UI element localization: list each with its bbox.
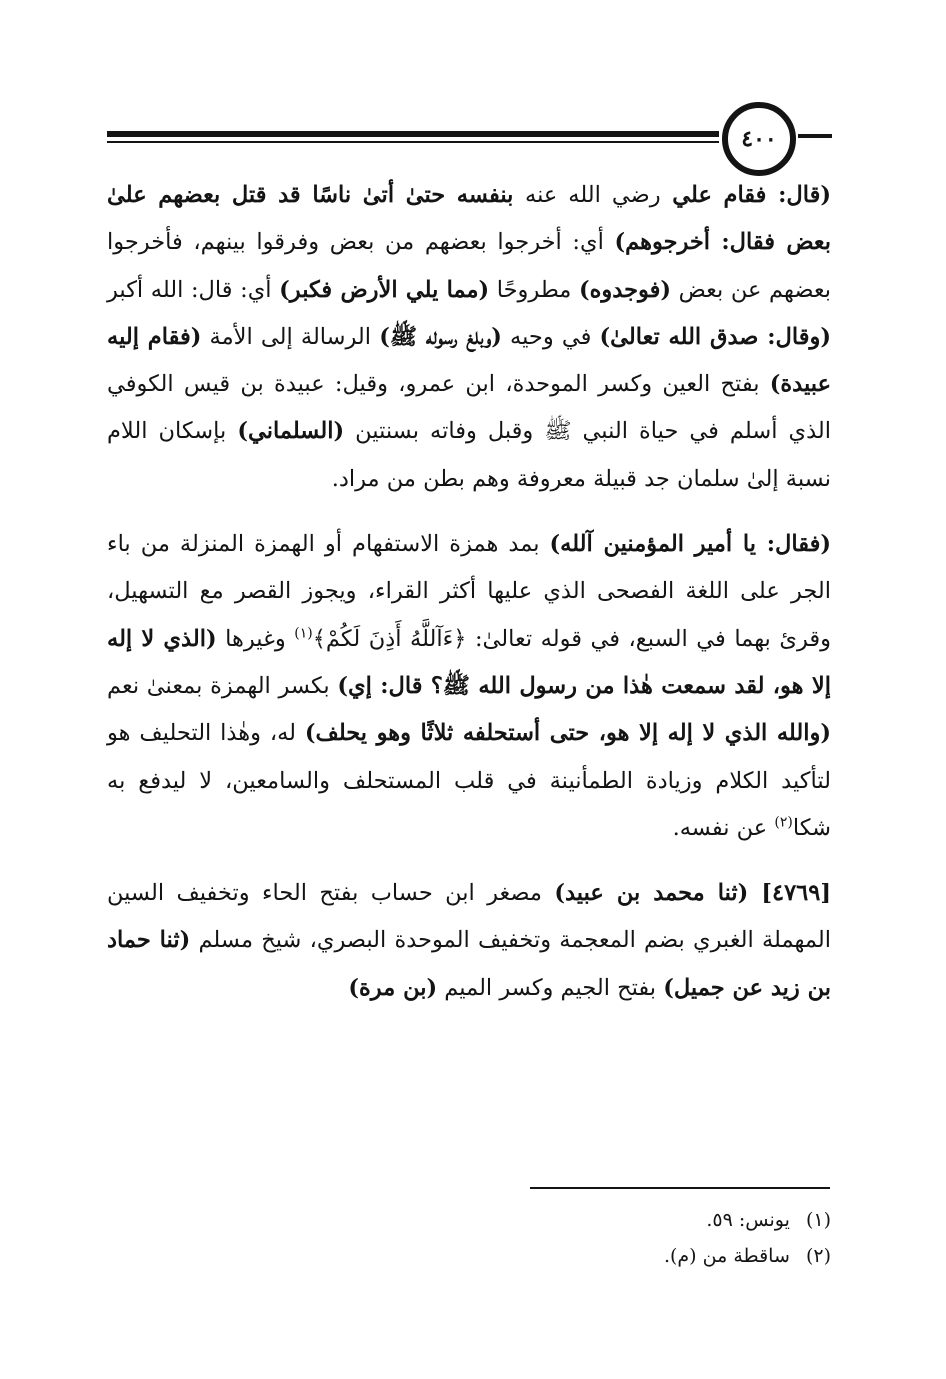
bold-text-run: (فقام إليه عبيدة) — [107, 323, 831, 398]
text-run: وغيرها — [216, 625, 295, 652]
text-run: مطروحًا — [489, 276, 579, 303]
header-rule-thick — [107, 131, 719, 137]
text-run: الرسالة إلى الأمة — [201, 323, 380, 350]
page-number: ٤٠٠ — [741, 126, 777, 152]
bold-text-run: (قال: فقام علي — [660, 182, 831, 208]
text-run: بفتح العين وكسر الموحدة، ابن عمرو، وقيل: عبيدة بن قيس الكوفي الذي أسلم في حياة النبي ﷺ وقبل وفاته بسنتين — [107, 371, 832, 445]
bold-text-run: (بن مرة) — [348, 974, 438, 1001]
text-run: بمد همزة الاستفهام أو الهمزة المنزلة من باء الجر على اللغة الفصحى الذي عليها أكثر القراء، ويجوز القصر مع التسهيل، وقرئ بهما في السبع، في قوله تعالىٰ: ﴿ءَآللَّهُ أَذِنَ لَكُمْ﴾ — [107, 531, 832, 652]
text-run: بإسكان اللام نسبة إلىٰ سلمان جد قبيلة معروفة وهم بطن من مراد. — [107, 418, 831, 492]
header-rule-thin — [107, 141, 719, 143]
footnote-ref: (١) — [294, 625, 313, 642]
text-run: عن نفسه. — [672, 814, 775, 841]
text-run: في وحيه — [501, 323, 600, 350]
footnote-divider — [530, 1187, 830, 1189]
footnote-item — [107, 1202, 831, 1238]
paragraph — [107, 870, 831, 1012]
bold-text-run: [٤٧٦٩] (ثنا محمد بن عبيد) — [554, 880, 832, 907]
bold-text-run: (فوجدوه) — [578, 276, 671, 303]
page-header — [0, 0, 946, 180]
footnote-text: يونس: ٥٩. — [706, 1209, 790, 1231]
paragraph — [107, 172, 831, 503]
text-run: مصغر ابن حساب بفتح الحاء وتخفيف السين المهملة الغبري بضم المعجمة وتخفيف الموحدة البصري، شيخ مسلم — [107, 880, 832, 954]
main-text — [107, 172, 831, 1030]
bold-text-run: (الذي لا إله إلا هو، لقد سمعت هٰذا من رسول الله ﷺ؟ قال: إي) — [107, 625, 831, 699]
text-run: له، وهٰذا التحليف هو لتأكيد الكلام وزيادة الطمأنينة في قلب المستحلف والسامعين، لا ليدفع به شكا — [107, 720, 831, 841]
footnote-ref: (٢) — [774, 814, 793, 831]
text-run: رضي الله عنه — [525, 182, 661, 208]
text-run: أي: أخرجوا بعضهم من بعض وفرقوا بينهم، فأخرجوا بعضهم عن بعض — [107, 229, 831, 303]
bold-text-run: (والله الذي لا إله إلا هو، حتى أستحلفه ثلاثًا وهو يحلف) — [304, 720, 831, 747]
text-run: أي: قال: الله أكبر — [107, 276, 280, 303]
footnote-item — [107, 1238, 831, 1274]
bold-text-run: (وبلغ رسوله ﷺ) — [379, 323, 502, 350]
footnote-text: ساقطة من (م). — [663, 1245, 790, 1267]
paragraph — [107, 521, 831, 852]
bold-text-run: (مما يلي الأرض فكبر) — [279, 276, 490, 303]
header-rule-stub — [798, 134, 832, 138]
bold-text-run: (فقال: يا أمير المؤمنين آلله) — [549, 531, 832, 558]
footnote-number: (١) — [805, 1209, 831, 1231]
bold-text-run: (وقال: صدق الله تعالىٰ) — [599, 323, 831, 350]
bold-text-run: بنفسه حتىٰ أتىٰ ناسًا قد قتل بعضهم علىٰ بعض فقال: أخرجوهم) — [107, 182, 831, 256]
footnotes — [107, 1202, 831, 1274]
footnote-number: (٢) — [805, 1245, 831, 1267]
text-run: بكسر الهمزة بمعنىٰ نعم — [107, 672, 338, 699]
bold-text-run: (ثنا حماد بن زيد عن جميل) — [107, 927, 831, 1001]
bold-text-run: (السلماني) — [237, 418, 345, 445]
page-number-badge — [722, 102, 796, 176]
text-run: بفتح الجيم وكسر الميم — [437, 974, 664, 1001]
